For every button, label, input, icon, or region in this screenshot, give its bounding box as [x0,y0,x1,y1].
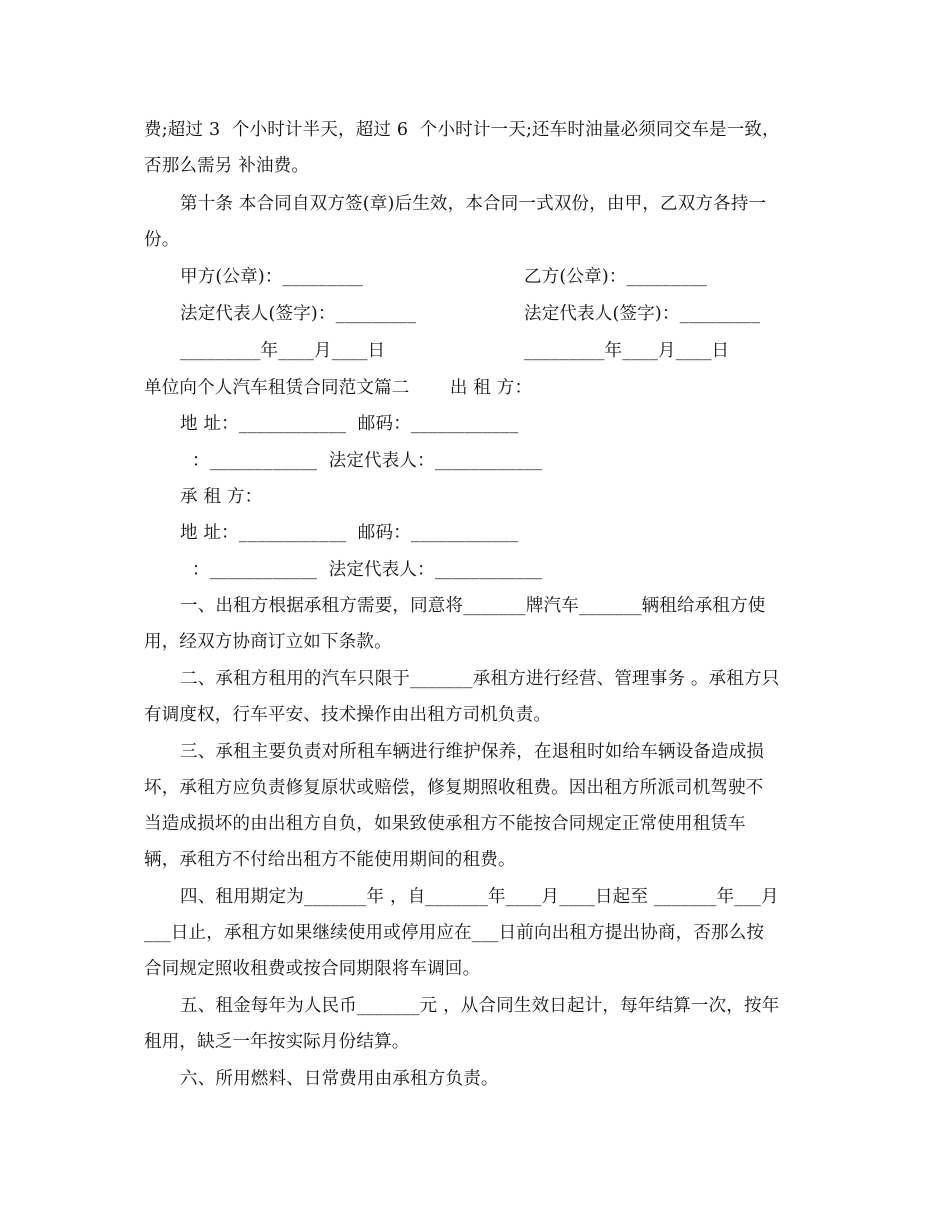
lessee-address-line: 地 址：____________ 邮码：____________ [180,523,519,543]
clause-1-line: 一、出租方根据承租方需要，同意将_______牌汽车_______辆租给承租方使 [180,596,766,616]
clause-2-line: 有调度权，行车平安、技术操作由出租方司机负责。 [144,705,552,725]
lessor-representative-line: ：____________ 法定代表人：____________ [192,451,543,471]
clause-4-line: 四、租用期定为_______年 ，自_______年____月____日起至 _______年___月 [180,887,779,907]
clause-4-line: 合同规定照收租费或按合同期限将车调回。 [144,959,481,979]
clause-6-line: 六、所用燃料、日常费用由承租方负责。 [180,1069,499,1089]
text-line: 第十条 本合同自双方签(章)后生效，本合同一式双份，由甲，乙双方各持一 [180,194,767,214]
party-b-representative: 法定代表人(签字)：_________ [524,304,761,324]
clause-3-line: 坏，承租方应负责修复原状或赔偿，修复期照收租费。因出租方所派司机驾驶不 [144,778,764,798]
party-b-date: _________年____月____日 [524,341,730,361]
lessee-representative-line: ：____________ 法定代表人：____________ [192,560,543,580]
party-b-seal: 乙方(公章)：_________ [524,267,708,287]
text-line: 费;超过 3 个小时计半天，超过 6 个小时计一天;还车时油量必须同交车是一致， [144,120,780,140]
clause-3-line: 三、承租主要负责对所租车辆进行维护保养，在退租时如给车辆设备造成损 [180,742,765,762]
clause-5-line: 五、租金每年为人民币_______元 ，从合同生效日起计，每年结算一次，按年 [180,996,780,1016]
text-line: 份。 [144,230,180,250]
party-a-date: _________年____月____日 [180,341,386,361]
clause-3-line: 辆，承租方不付给出租方不能使用期间的租费。 [144,850,516,870]
clause-5-line: 租用，缺乏一年按实际月份结算。 [144,1032,410,1052]
clause-3-line: 当造成损坏的由出租方自负，如果致使承租方不能按合同规定正常使用租赁车 [144,814,746,834]
clause-4-line: ___日止，承租方如果继续使用或停用应在___日前向出租方提出协商，否那么按 [144,923,765,943]
text-line: 否那么需另 补油费。 [144,156,310,176]
clause-2-line: 二、承租方租用的汽车只限于_______承租方进行经营、管理事务 。承租方只 [180,669,780,689]
party-a-representative: 法定代表人(签字)：_________ [180,304,417,324]
party-a-seal: 甲方(公章)：_________ [180,267,364,287]
section-heading: 单位向个人汽车租赁合同范文篇二 出 租 方： [144,378,533,398]
lessor-address-line: 地 址：____________ 邮码：____________ [180,414,519,434]
lessee-heading: 承 租 方： [180,487,263,507]
clause-1-line: 用，经双方协商订立如下条款。 [144,632,392,652]
